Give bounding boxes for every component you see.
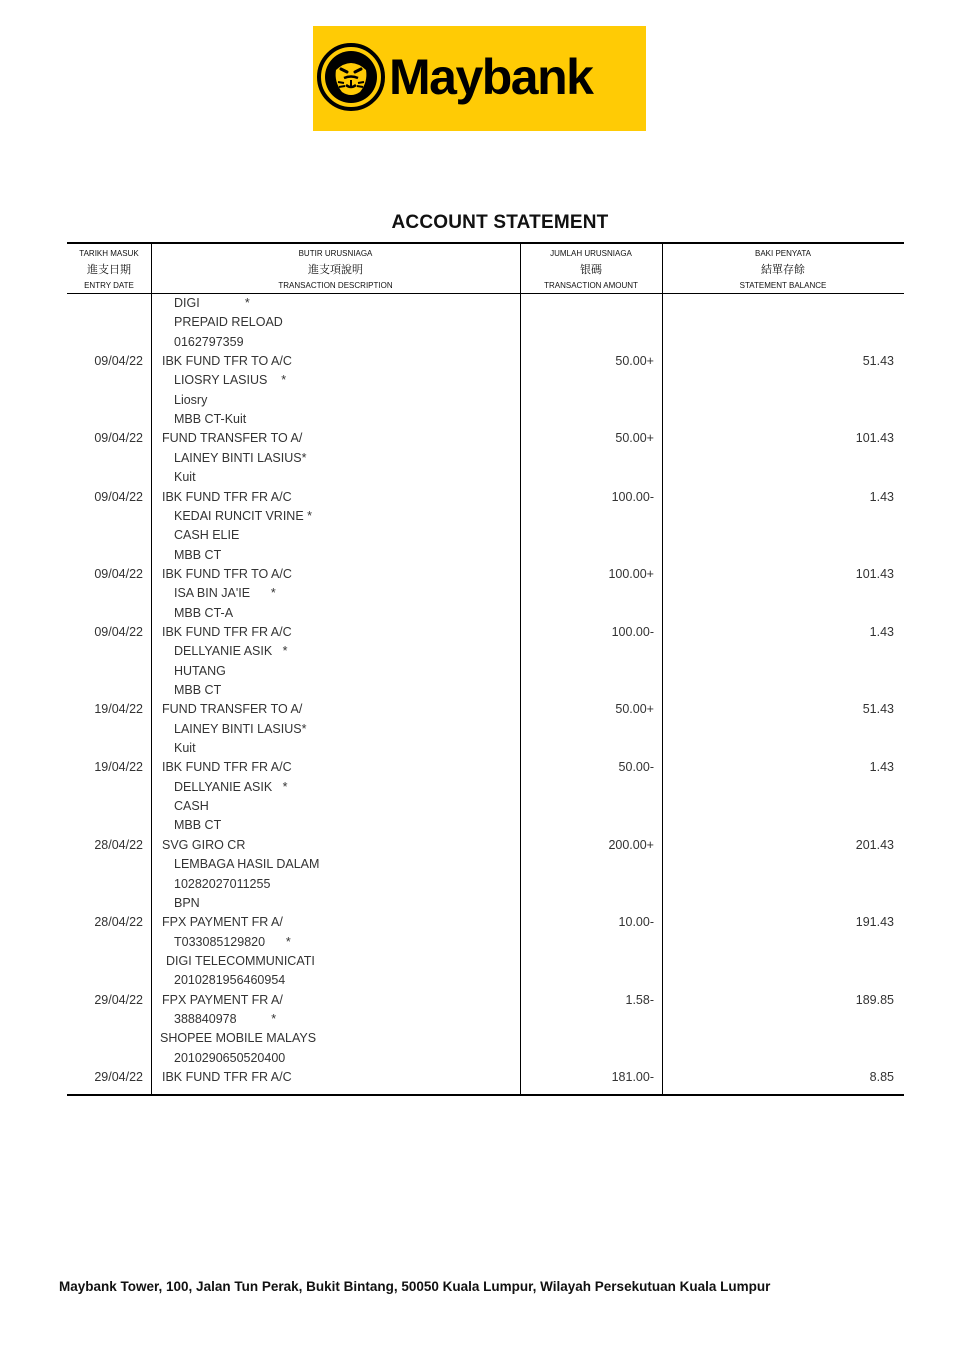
table-row: [67, 1029, 904, 1048]
table-row: [67, 681, 904, 700]
statement-balance: 51.43: [862, 702, 894, 717]
transaction-description: FUND TRANSFER TO A/: [162, 702, 303, 717]
table-row: [67, 971, 904, 990]
transaction-amount: 50.00+: [615, 354, 654, 369]
column-header-malay: JUMLAH URUSNIAGA: [550, 249, 632, 258]
statement-balance: 101.43: [855, 431, 894, 446]
transaction-table: [67, 242, 904, 1096]
table-row: [67, 507, 904, 526]
table-row: [67, 313, 904, 332]
column-header-chinese: 結單存餘: [761, 263, 805, 276]
transaction-description: FPX PAYMENT FR A/: [162, 992, 283, 1007]
transaction-description: HUTANG: [174, 663, 226, 678]
transaction-amount: 10.00-: [618, 915, 654, 930]
column-header-chinese: 進支日期: [87, 263, 131, 276]
entry-date: 09/04/22: [94, 354, 143, 369]
transaction-amount: 200.00+: [608, 837, 654, 852]
column-header-malay: BAKI PENYATA: [754, 249, 811, 258]
entry-date: 09/04/22: [94, 431, 143, 446]
table-row: [67, 778, 904, 797]
table-row: [67, 991, 904, 1010]
column-header-chinese: 進支項說明: [308, 263, 363, 276]
maybank-logo: [313, 26, 646, 131]
transaction-amount: 181.00-: [611, 1070, 654, 1084]
table-row: [67, 952, 904, 971]
table-row: [67, 526, 904, 545]
transaction-description: IBK FUND TFR TO A/C: [162, 354, 292, 369]
column-header-amount: [520, 248, 662, 292]
transaction-description: IBK FUND TFR FR A/C: [162, 624, 292, 639]
column-header-english: TRANSACTION AMOUNT: [544, 281, 638, 290]
transaction-amount: 100.00-: [611, 489, 654, 504]
transaction-amount: 100.00-: [611, 624, 654, 639]
transaction-description: 10282027011255: [174, 876, 271, 891]
table-row: [67, 565, 904, 584]
table-row: [67, 875, 904, 894]
brand-wordmark: Maybank: [389, 49, 593, 105]
table-row: [67, 488, 904, 507]
table-row: [67, 584, 904, 603]
entry-date: 09/04/22: [94, 624, 143, 639]
bank-address: Maybank Tower, 100, Jalan Tun Perak, Bukit Bintang, 50050 Kuala Lumpur, Wilayah Persekutuan Kuala Lumpur: [59, 1279, 771, 1294]
transaction-description: LAINEY BINTI LASIUS*: [174, 450, 307, 465]
column-header-description: [151, 248, 520, 292]
transaction-amount: 50.00+: [615, 702, 654, 717]
transaction-description: BPN: [174, 895, 200, 910]
transaction-description: FUND TRANSFER TO A/: [162, 431, 303, 446]
table-row: [67, 642, 904, 661]
table-row: [67, 662, 904, 681]
table-row: [67, 391, 904, 410]
transaction-description: IBK FUND TFR FR A/C: [162, 1070, 292, 1084]
table-row: [67, 758, 904, 777]
statement-balance: 1.43: [869, 760, 894, 775]
transaction-description: DELLYANIE ASIK *: [174, 644, 288, 659]
entry-date: 09/04/22: [94, 489, 143, 504]
table-row: [67, 836, 904, 855]
transaction-description: DELLYANIE ASIK *: [174, 779, 288, 794]
transaction-description: LAINEY BINTI LASIUS*: [174, 721, 307, 736]
statement-title: ACCOUNT STATEMENT: [391, 212, 609, 233]
entry-date: 29/04/22: [94, 1070, 143, 1084]
statement-balance: 1.43: [869, 489, 894, 504]
statement-balance: 8.85: [869, 1070, 894, 1084]
column-header-chinese: 银碼: [580, 263, 602, 276]
table-row: [67, 294, 904, 313]
column-header-malay: TARIKH MASUK: [79, 249, 139, 258]
table-row: [67, 429, 904, 448]
transaction-description: SHOPEE MOBILE MALAYS: [160, 1031, 317, 1046]
transaction-description: CASH ELIE: [174, 528, 240, 543]
table-row: [67, 816, 904, 835]
transaction-amount: 50.00-: [618, 760, 654, 775]
transaction-description: MBB CT: [174, 547, 222, 562]
transaction-description: Kuit: [174, 470, 196, 485]
column-header-entry-date: [67, 248, 151, 292]
transaction-description: 2010281956460954: [174, 973, 286, 988]
transaction-description: IBK FUND TFR TO A/C: [162, 566, 292, 581]
table-row: [67, 933, 904, 952]
transaction-description: CASH: [174, 799, 209, 814]
table-row: [67, 720, 904, 739]
column-header-english: STATEMENT BALANCE: [739, 281, 827, 290]
transaction-description: LEMBAGA HASIL DALAM: [174, 857, 320, 872]
statement-balance: 191.43: [855, 915, 894, 930]
transaction-description: DIGI TELECOMMUNICATI: [166, 953, 315, 968]
transaction-description: FPX PAYMENT FR A/: [162, 915, 283, 930]
entry-date: 19/04/22: [94, 760, 143, 775]
table-row: [67, 1068, 904, 1087]
transaction-description: 0162797359: [174, 334, 244, 349]
table-row: [67, 913, 904, 932]
transaction-description: ISA BIN JA'IE *: [174, 586, 276, 601]
statement-balance: 201.43: [855, 837, 894, 852]
transaction-description: T033085129820 *: [174, 934, 291, 949]
statement-balance: 1.43: [869, 624, 894, 639]
transaction-description: MBB CT-A: [174, 605, 234, 620]
column-header-english: ENTRY DATE: [84, 281, 134, 290]
table-row: [67, 604, 904, 623]
statement-balance: 189.85: [855, 992, 894, 1007]
table-row: [67, 855, 904, 874]
transaction-description: IBK FUND TFR FR A/C: [162, 760, 292, 775]
column-header-english: TRANSACTION DESCRIPTION: [278, 281, 393, 290]
transaction-description: 2010290650520400: [174, 1050, 286, 1065]
transaction-description: 388840978 *: [174, 1011, 277, 1026]
transaction-description: SVG GIRO CR: [162, 837, 246, 852]
transaction-description: MBB CT: [174, 818, 222, 833]
transaction-amount: 1.58-: [625, 992, 654, 1007]
transaction-description: MBB CT-Kuit: [174, 412, 247, 427]
transaction-description: IBK FUND TFR FR A/C: [162, 489, 292, 504]
table-row: [67, 410, 904, 429]
entry-date: 28/04/22: [94, 837, 143, 852]
statement-balance: 101.43: [855, 566, 894, 581]
transaction-description: KEDAI RUNCIT VRINE *: [174, 508, 312, 523]
entry-date: 29/04/22: [94, 992, 143, 1007]
table-row: [67, 1049, 904, 1068]
transaction-description: LIOSRY LASIUS *: [174, 373, 287, 388]
column-header-balance: [662, 248, 904, 292]
table-row: [67, 468, 904, 487]
entry-date: 19/04/22: [94, 702, 143, 717]
table-row: [67, 449, 904, 468]
transaction-amount: 100.00+: [608, 566, 654, 581]
table-row: [67, 797, 904, 816]
entry-date: 09/04/22: [94, 566, 143, 581]
table-row: [67, 1010, 904, 1029]
table-row: [67, 333, 904, 352]
entry-date: 28/04/22: [94, 915, 143, 930]
transaction-amount: 50.00+: [615, 431, 654, 446]
tiger-head-icon: [316, 42, 386, 112]
transaction-description: MBB CT: [174, 683, 222, 697]
table-row: [67, 352, 904, 371]
table-row: [67, 894, 904, 913]
transaction-description: DIGI *: [174, 296, 250, 310]
transaction-description: Liosry: [174, 392, 208, 407]
table-row: [67, 546, 904, 565]
statement-balance: 51.43: [862, 354, 894, 369]
table-row: [67, 371, 904, 390]
table-row: [67, 700, 904, 719]
table-row: [67, 623, 904, 642]
table-row: [67, 739, 904, 758]
transaction-description: Kuit: [174, 741, 196, 756]
column-header-malay: BUTIR URUSNIAGA: [298, 249, 373, 258]
transaction-description: PREPAID RELOAD: [174, 315, 283, 330]
